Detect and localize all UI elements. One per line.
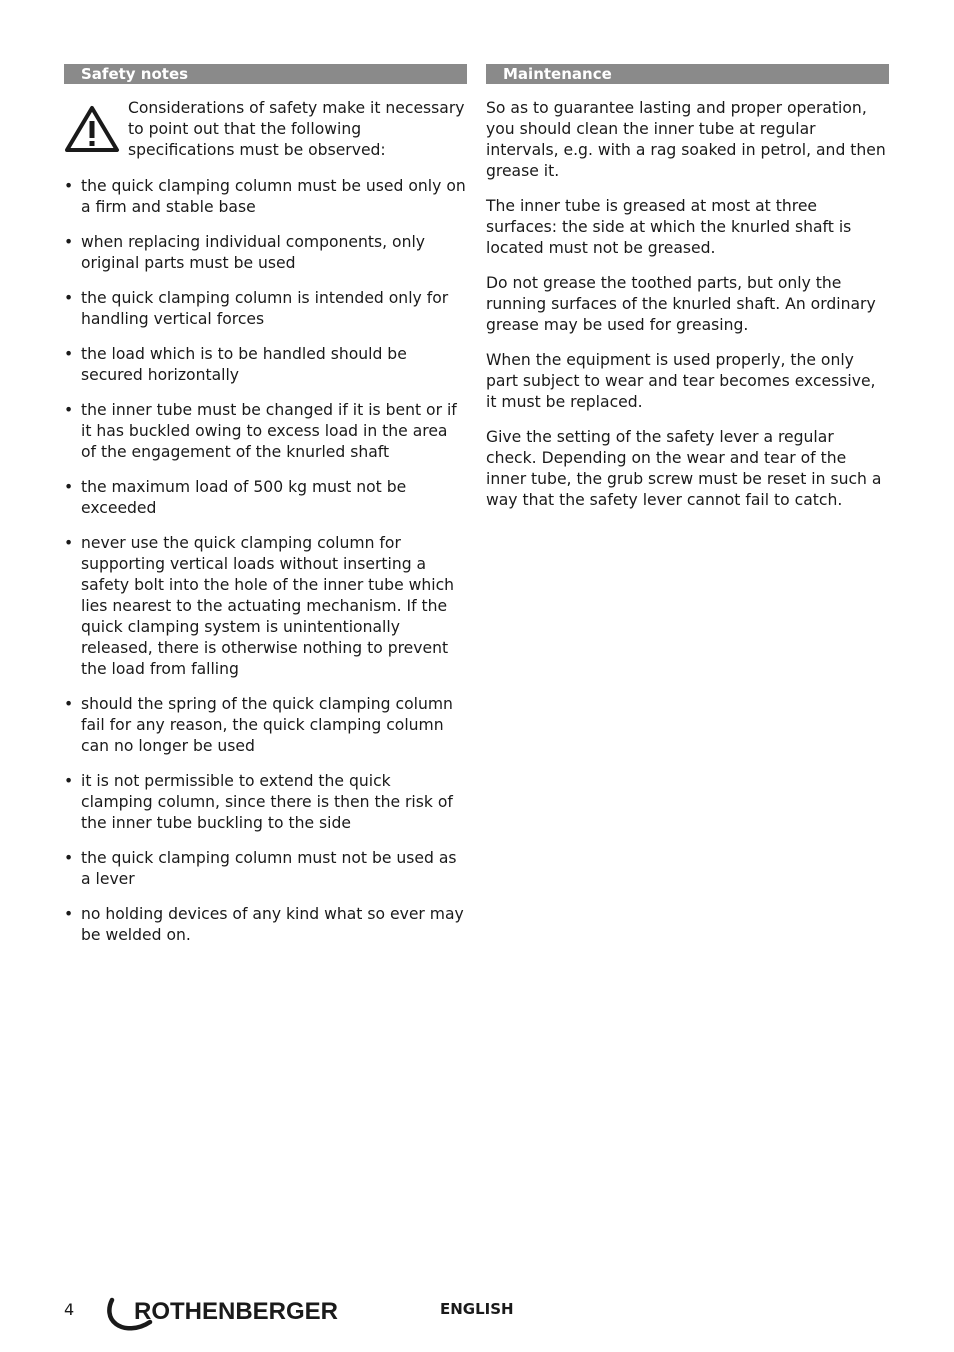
list-item-text: the quick clamping column is intended only for handling vertical forces: [81, 289, 449, 328]
list-item: [64, 904, 467, 946]
bullet-glyph: •: [64, 695, 74, 713]
bullet-glyph: •: [64, 233, 74, 251]
bullet-glyph: •: [64, 289, 74, 307]
rothenberger-logo: [104, 1296, 349, 1332]
list-item: [64, 400, 467, 463]
safety-notes-column: [64, 64, 467, 960]
list-item: [64, 344, 467, 386]
safety-notes-header: Safety notes: [64, 64, 467, 84]
list-item: [64, 288, 467, 330]
list-item-text: never use the quick clamping column for supporting vertical loads without inserting a safety bolt into the hole of the inner tube which lies nearest to the actuating mechanism. If the quick clamping system is unintentionally released, there is otherwise nothing to prevent the load from falling: [81, 534, 455, 678]
paragraph: When the equipment is used properly, the only part subject to wear and tear becomes excessive, it must be replaced.: [486, 351, 876, 411]
list-item-text: no holding devices of any kind what so ever may be welded on.: [81, 905, 464, 944]
list-item: [64, 848, 467, 890]
bullet-glyph: •: [64, 905, 74, 923]
list-item-text: the load which is to be handled should be secured horizontally: [81, 345, 407, 384]
bullet-glyph: •: [64, 772, 74, 790]
maintenance-column: [486, 64, 889, 525]
bullet-glyph: •: [64, 401, 74, 419]
paragraph: The inner tube is greased at most at three surfaces: the side at which the knurled shaft is located must not be greased.: [486, 197, 852, 257]
list-item: [64, 771, 467, 834]
list-item-text: the maximum load of 500 kg must not be exceeded: [81, 478, 407, 517]
paragraph: Do not grease the toothed parts, but only the running surfaces of the knurled shaft. An ordinary grease may be used for greasing.: [486, 274, 876, 334]
maintenance-body: [486, 98, 889, 511]
list-item-text: the inner tube must be changed if it is bent or if it has buckled owing to excess load in the area of the engagement of the knurled shaft: [81, 401, 457, 461]
page-footer: [0, 1296, 954, 1336]
warning-text: Considerations of safety make it necessary to point out that the following specifications must be observed:: [128, 99, 465, 159]
brand-name: ROTHENBERGER: [134, 1298, 339, 1325]
list-item-text: when replacing individual components, only original parts must be used: [81, 233, 426, 272]
list-item: [64, 232, 467, 274]
paragraph: So as to guarantee lasting and proper operation, you should clean the inner tube at regular intervals, e.g. with a rag soaked in petrol, and then grease it.: [486, 99, 886, 180]
page-number: 4: [64, 1300, 75, 1319]
list-item: [64, 533, 467, 680]
safety-bullet-list: [64, 176, 467, 946]
list-item-text: should the spring of the quick clamping column fail for any reason, the quick clamping column can no longer be used: [81, 695, 453, 755]
list-item: [64, 477, 467, 519]
language-label: ENGLISH: [440, 1300, 514, 1318]
list-item-text: the quick clamping column must be used only on a firm and stable base: [81, 177, 466, 216]
bullet-glyph: •: [64, 849, 74, 867]
paragraph: Give the setting of the safety lever a regular check. Depending on the wear and tear of the inner tube, the grub screw must be reset in such a way that the safety lever cannot fail to catch.: [486, 428, 882, 509]
list-item: [64, 694, 467, 757]
bullet-glyph: •: [64, 345, 74, 363]
list-item-text: it is not permissible to extend the quick clamping column, since there is then the risk of the inner tube buckling to the side: [81, 772, 453, 832]
list-item: [64, 176, 467, 218]
bullet-glyph: •: [64, 478, 74, 496]
warning-block: [64, 98, 467, 162]
bullet-glyph: •: [64, 177, 74, 195]
maintenance-header: Maintenance: [486, 64, 889, 84]
warning-triangle-icon: [64, 104, 120, 154]
list-item-text: the quick clamping column must not be used as a lever: [81, 849, 457, 888]
bullet-glyph: •: [64, 534, 74, 552]
